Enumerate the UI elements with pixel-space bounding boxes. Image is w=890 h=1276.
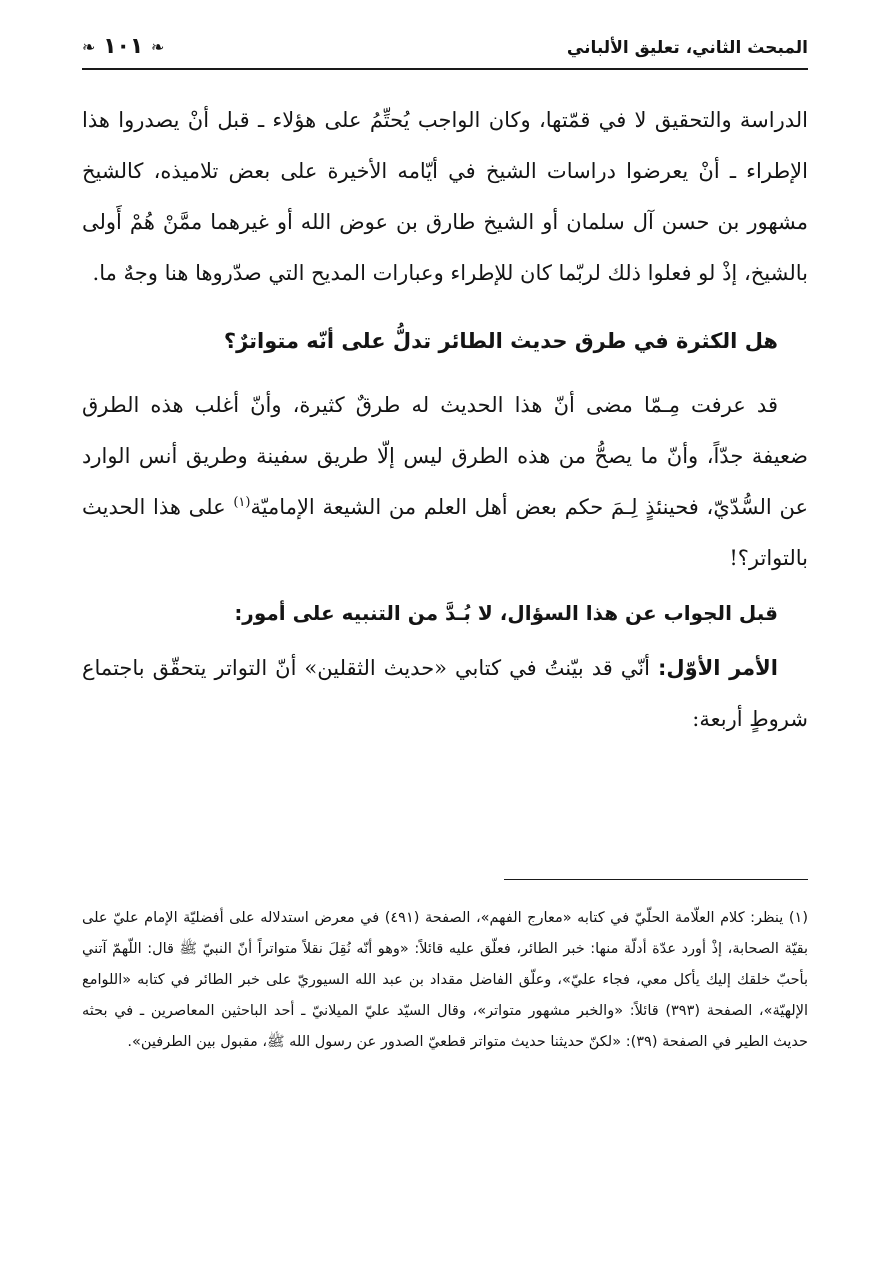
paragraph-question xyxy=(82,380,808,584)
page-number xyxy=(82,34,164,59)
ornament-icon: ❧ xyxy=(82,37,96,57)
section-heading: هل الكثرة في طرق حديث الطائر تدلُّ على أنّه متواترٌ؟ xyxy=(223,329,778,353)
footnotes xyxy=(82,903,808,1058)
footnote-1-text: ينظر: كلام العلّامة الحلّيّ في كتابه «معارج الفهم»، الصفحة (٤٩١) في معرض استدلاله على أفضليّة الإمام عليّ على بقيّة الصحابة، إذْ أورد عدّة أدلّة منها: خبر الطائر، فعلّق عليه قائلاً: «وهو أنّه نُقِلَ نقلاً متواتراً أنّ النبيّ ﷺ قال: اللّهمّ آتني بأحبّ خلقك إليك يأكل معي، فجاء عليّ»، وعلّق الفاضل مقداد بن عبد الله السيوريّ على خبر الطائر في كتابه «اللوامع الإلهيّة»، الصفحة (٣٩٣) قائلاً: «والخبر مشهور متواتر»، وقال السيّد عليّ الميلانيّ ـ أحد الباحثين المعاصرين ـ في بحثه حديث الطير في الصفحة (٣٩): «لكنّ حديثنا حديث متواتر قطعيّ الصدور عن رسول الله ﷺ، مقبول بين الطرفين». xyxy=(82,910,808,1050)
page-number-value: ١٠١ xyxy=(103,34,144,59)
first-matter-label: الأمر الأوّل: xyxy=(657,656,778,680)
paragraph-question-end: على هذا الحديث بالتواتر؟! xyxy=(82,495,808,570)
page-header xyxy=(82,28,808,70)
running-title: المبحث الثاني، تعليق الألباني xyxy=(566,38,808,58)
footnote-reference[interactable]: (١) xyxy=(233,495,251,510)
paragraph-question-text: قد عرفت مِـمّا مضى أنّ هذا الحديث له طرقٌ كثيرة، وأنّ أغلب هذه الطرق ضعيفة جدّاً، وأنّ ما يصحُّ من هذه الطرق ليس إلّا طريق سفينة وطريق أنس الوارد عن السُّدّيّ، فحينئذٍ لِـمَ حكم بعض أهل العلم من الشيعة الإماميّة xyxy=(82,393,808,519)
paragraph-first-matter xyxy=(82,643,808,745)
footnote-separator xyxy=(504,879,808,880)
first-matter-text: أنّي قد بيّنتُ في كتابي «حديث الثقلين» أنّ التواتر يتحقّق باجتماع شروطٍ أربعة: xyxy=(82,656,808,731)
page-content xyxy=(82,28,808,745)
footnote-1-marker: (١) xyxy=(788,910,808,926)
sub-heading: قبل الجواب عن هذا السؤال، لا بُـدَّ من التنبيه على أمور: xyxy=(234,601,778,625)
paragraph-intro: الدراسة والتحقيق لا في قمّتها، وكان الواجب يُحتِّمُ على هؤلاء ـ قبل أنْ يصدروا هذا الإطراء ـ أنْ يعرضوا دراسات الشيخ في أيّامه الأخيرة على بعض تلاميذه، كالشيخ مشهور بن حسن آل سلمان أو الشيخ طارق بن عوض الله أو غيرهما ممَّنْ هُمْ أَولى بالشيخ، إذْ لو فعلوا ذلك لربّما كان للإطراء وعبارات المديح التي صدّروها هنا وجهٌ ما. xyxy=(82,108,808,285)
ornament-icon: ❧ xyxy=(151,37,165,57)
footnote-1 xyxy=(82,903,808,1058)
